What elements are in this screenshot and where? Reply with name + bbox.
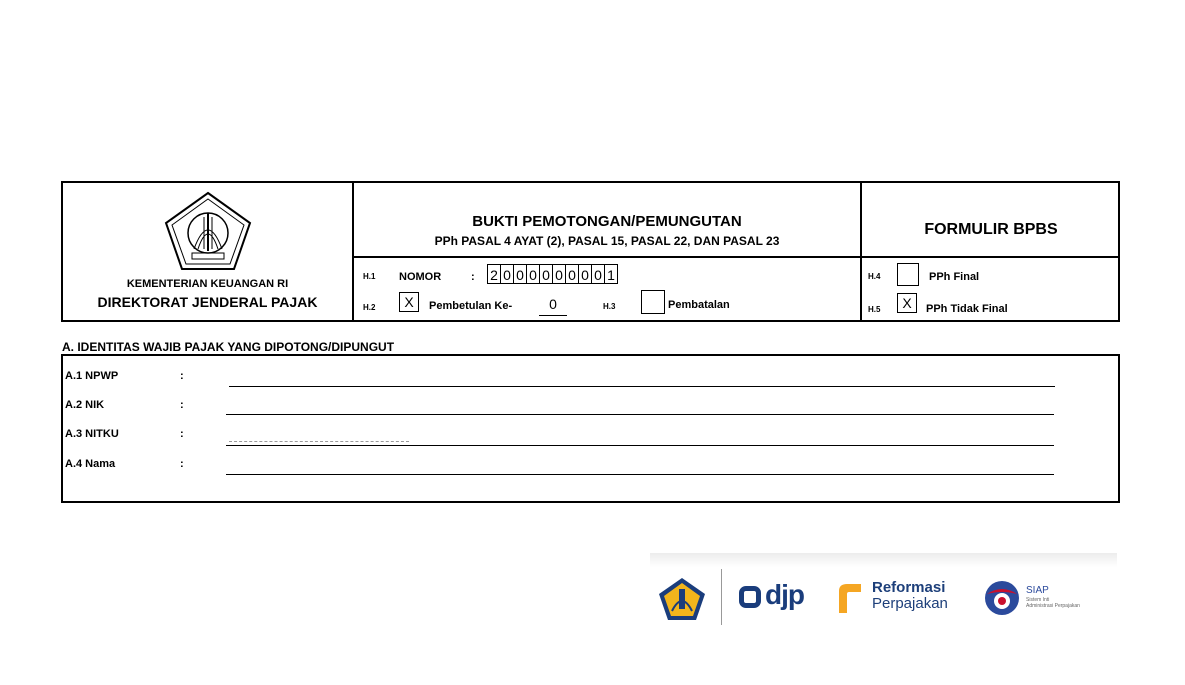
nama-colon: : (180, 458, 184, 470)
nitku-label: A.3 NITKU (65, 428, 119, 440)
nik-label: A.2 NIK (65, 399, 105, 411)
nomor-digit-box: 1 (604, 264, 618, 284)
djp-logo-text: djp (765, 579, 804, 610)
nitku-placeholder-dashes (229, 441, 409, 442)
form-header-table (61, 181, 1120, 322)
pph-tidak-final-label: PPh Tidak Final (926, 303, 1008, 315)
npwp-label: A.1 NPWP (65, 370, 119, 382)
footer-divider (721, 569, 722, 625)
nik-field[interactable] (226, 414, 1054, 415)
reformasi-line2: Perpajakan (872, 595, 948, 612)
nomor-digit-box: 0 (591, 264, 605, 284)
nomor-digits (488, 264, 618, 284)
header-divider-right (860, 183, 862, 320)
nomor-digit-box: 0 (526, 264, 540, 284)
pembatalan-checkbox[interactable] (641, 290, 665, 314)
nomor-digit-box: 2 (487, 264, 501, 284)
nomor-digit-box: 0 (565, 264, 579, 284)
h5-code: H.5 (868, 305, 881, 314)
form-name: FORMULIR BPBS (924, 221, 1058, 238)
siap-subtitle-2: Administrasi Perpajakan (1026, 603, 1080, 609)
siap-title: SIAP (1026, 585, 1049, 596)
nomor-digit-box: 0 (539, 264, 553, 284)
pembatalan-label: Pembatalan (668, 299, 730, 311)
nomor-colon: : (471, 271, 475, 283)
document-title: BUKTI PEMOTONGAN/PEMUNGUTAN (472, 213, 742, 230)
h4-code: H.4 (868, 272, 881, 281)
siap-logo-icon (984, 580, 1020, 616)
pembetulan-checkbox[interactable]: X (399, 292, 419, 312)
footer-logo-strip (650, 553, 1117, 628)
pph-final-label: PPh Final (929, 271, 980, 283)
nomor-label: NOMOR (399, 271, 442, 283)
siap-subtitle-1: Sistem Inti (1026, 597, 1050, 603)
nama-field[interactable] (226, 474, 1054, 475)
nik-colon: : (180, 399, 184, 411)
kemenkeu-emblem-icon (164, 191, 252, 271)
nomor-digit-box: 0 (513, 264, 527, 284)
pembetulan-value: 0 (549, 296, 557, 312)
nitku-colon: : (180, 428, 184, 440)
pembetulan-underline (539, 315, 567, 316)
directorate-name: DIREKTORAT JENDERAL PAJAK (97, 294, 318, 310)
section-a-box (61, 354, 1120, 503)
pph-tidak-final-checkbox[interactable]: X (897, 293, 917, 313)
reformasi-logo-icon (835, 581, 865, 615)
kemenkeu-logo-icon (658, 577, 706, 621)
header-divider-left (352, 183, 354, 320)
nomor-digit-box: 0 (500, 264, 514, 284)
pembetulan-label: Pembetulan Ke- (429, 300, 513, 312)
nomor-digit-box: 0 (578, 264, 592, 284)
nama-label: A.4 Nama (65, 458, 116, 470)
document-subtitle: PPh PASAL 4 AYAT (2), PASAL 15, PASAL 22, DAN PASAL 23 (434, 234, 780, 248)
h2-code: H.2 (363, 303, 376, 312)
header-divider-horizontal (352, 256, 1118, 258)
npwp-colon: : (180, 370, 184, 382)
pph-final-checkbox[interactable] (897, 263, 919, 286)
djp-logo-icon (739, 586, 761, 608)
nomor-digit-box: 0 (552, 264, 566, 284)
nitku-field[interactable] (226, 445, 1054, 446)
h3-code: H.3 (603, 302, 616, 311)
section-a-title: A. IDENTITAS WAJIB PAJAK YANG DIPOTONG/DIPUNGUT (62, 340, 395, 354)
reformasi-line1: Reformasi (872, 579, 946, 596)
h1-code: H.1 (363, 272, 376, 281)
ministry-name: KEMENTERIAN KEUANGAN RI (126, 278, 289, 290)
npwp-field[interactable] (229, 386, 1055, 387)
